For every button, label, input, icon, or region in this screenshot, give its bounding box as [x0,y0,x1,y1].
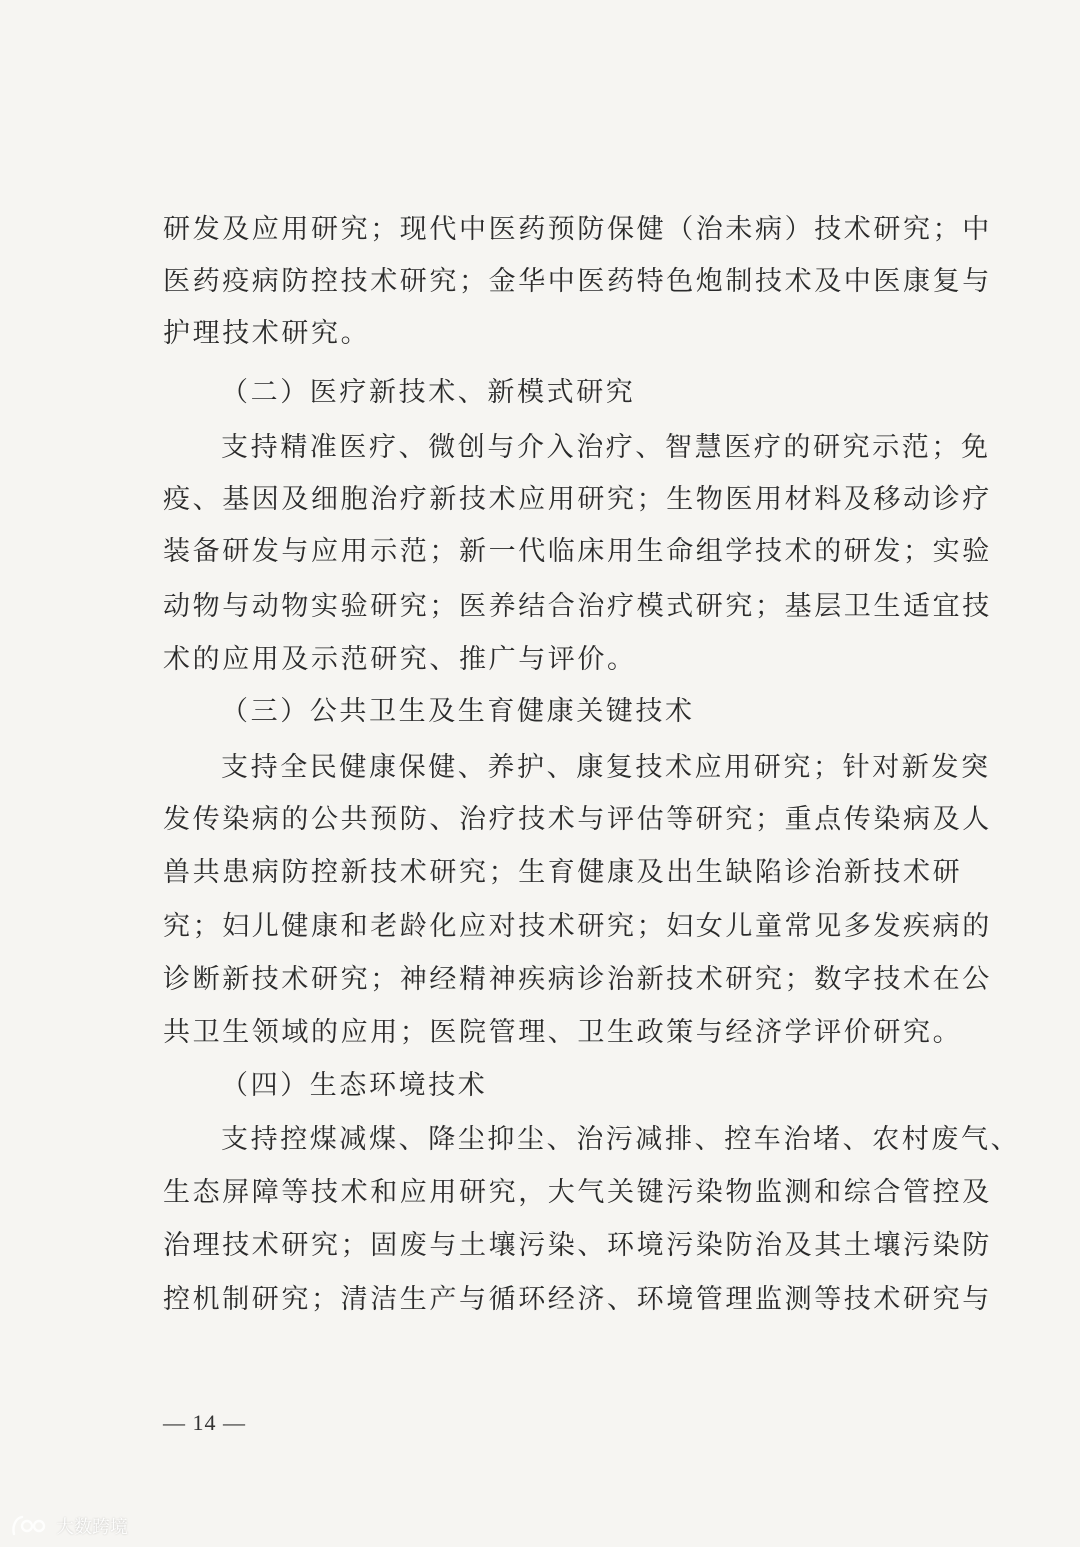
section-heading: （三）公共卫生及生育健康关键技术 [221,696,695,727]
text-line: 共卫生领域的应用；医院管理、卫生政策与经济学评价研究。 [163,1017,963,1048]
text-line: 支持精准医疗、微创与介入治疗、智慧医疗的研究示范；免 [221,432,991,463]
text-line: 支持控煤减煤、降尘抑尘、治污减排、控车治堵、农村废气、 [221,1124,1021,1155]
section-heading: （四）生态环境技术 [221,1070,488,1101]
text-line: 发传染病的公共预防、治疗技术与评估等研究；重点传染病及人 [163,804,992,835]
text-line: 支持全民健康保健、养护、康复技术应用研究；针对新发突 [221,752,991,783]
section-heading: （二）医疗新技术、新模式研究 [221,377,636,408]
text-line: 诊断新技术研究；神经精神疾病诊治新技术研究；数字技术在公 [163,964,992,995]
text-line: 治理技术研究；固废与土壤污染、环境污染防治及其土壤污染防 [163,1230,992,1261]
text-line: 控机制研究；清洁生产与循环经济、环境管理监测等技术研究与 [163,1284,992,1315]
watermark-text: 大数跨境 [56,1517,128,1538]
text-line: 究；妇儿健康和老龄化应对技术研究；妇女儿童常见多发疾病的 [163,911,992,942]
text-line: 护理技术研究。 [163,318,371,349]
text-line: 研发及应用研究；现代中医药预防保健（治未病）技术研究；中 [163,214,992,245]
text-line: 动物与动物实验研究；医养结合治疗模式研究；基层卫生适宜技 [163,591,992,622]
text-line: 生态屏障等技术和应用研究，大气关键污染物监测和综合管控及 [163,1177,992,1208]
text-line: 医药疫病防控技术研究；金华中医药特色炮制技术及中医康复与 [163,266,992,297]
text-line: 兽共患病防控新技术研究；生育健康及出生缺陷诊治新技术研 [163,857,963,888]
watermark [10,1512,128,1540]
brand-logo-icon [10,1514,50,1538]
text-line: 疫、基因及细胞治疗新技术应用研究；生物医用材料及移动诊疗 [163,484,992,515]
text-line: 装备研发与应用示范；新一代临床用生命组学技术的研发；实验 [163,536,992,567]
page-number: — 14 — [163,1410,246,1435]
text-line: 术的应用及示范研究、推广与评价。 [163,644,637,675]
